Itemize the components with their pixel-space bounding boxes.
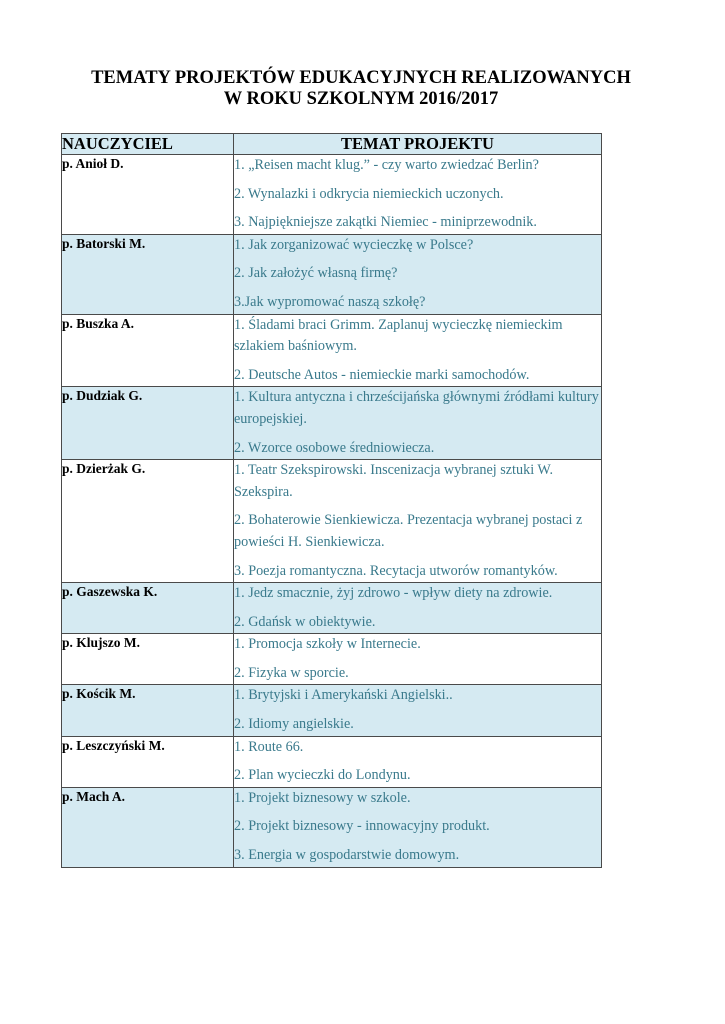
- project-topic: 1. Projekt biznesowy w szkole.: [234, 789, 411, 806]
- table-row: [62, 314, 602, 387]
- table-row: [62, 387, 602, 460]
- project-topics-cell: [234, 387, 602, 460]
- teacher-name: p. Leszczyński M.: [62, 736, 234, 787]
- project-topic: 2. Idiomy angielskie.: [234, 716, 354, 733]
- table-row: [62, 736, 602, 787]
- teacher-name: p. Batorski M.: [62, 234, 234, 314]
- project-topic: 1. Jedz smacznie, żyj zdrowo - wpływ diety na zdrowie.: [234, 585, 553, 602]
- teacher-name: p. Buszka A.: [62, 314, 234, 387]
- topic-column-header: TEMAT PROJEKTU: [234, 134, 602, 155]
- table-row: [62, 583, 602, 634]
- project-topic: 1. Route 66.: [234, 738, 304, 755]
- project-topic: 3. Poezja romantyczna. Recytacja utworów romantyków.: [234, 562, 558, 579]
- project-topics-cell: [234, 583, 602, 634]
- teacher-name: p. Dudziak G.: [62, 387, 234, 460]
- table-row: [62, 155, 602, 235]
- project-topic: 3. Najpiękniejsze zakątki Niemiec - miniprzewodnik.: [234, 214, 537, 231]
- project-topic: 2. Jak założyć własną firmę?: [234, 265, 398, 282]
- project-topic: 2. Plan wycieczki do Londynu.: [234, 767, 411, 784]
- project-topics-cell: [234, 634, 602, 685]
- page-title: [60, 68, 662, 110]
- project-topic: 1. Jak zorganizować wycieczkę w Polsce?: [234, 236, 474, 253]
- table-body: [62, 155, 602, 868]
- project-topic: 3.Jak wypromować naszą szkołę?: [234, 293, 426, 310]
- project-topic: 1. Brytyjski i Amerykański Angielski..: [234, 687, 453, 704]
- teacher-name: p. Anioł D.: [62, 155, 234, 235]
- table-header-row: [62, 134, 602, 155]
- project-topics-cell: [234, 736, 602, 787]
- teacher-name: p. Kościk M.: [62, 685, 234, 736]
- project-topic: 1. Promocja szkoły w Internecie.: [234, 636, 421, 653]
- project-topic: 2. Bohaterowie Sienkiewicza. Prezentacja wybranej postaci z powieści H. Sienkiewicza.: [234, 512, 583, 550]
- teacher-name: p. Gaszewska K.: [62, 583, 234, 634]
- project-topics-cell: [234, 314, 602, 387]
- project-topic: 2. Projekt biznesowy - innowacyjny produkt.: [234, 818, 490, 835]
- project-topic: 2. Wzorce osobowe średniowiecza.: [234, 439, 435, 456]
- project-topic: 3. Energia w gospodarstwie domowym.: [234, 847, 460, 864]
- teacher-name: p. Dzierżak G.: [62, 460, 234, 583]
- project-topic: 2. Fizyka w sporcie.: [234, 664, 349, 681]
- project-topics-cell: [234, 685, 602, 736]
- project-topic: 1. Teatr Szekspirowski. Inscenizacja wybranej sztuki W. Szekspira.: [234, 462, 554, 500]
- project-topics-cell: [234, 460, 602, 583]
- teacher-name: p. Klujszo M.: [62, 634, 234, 685]
- project-topic: 1. Śladami braci Grimm. Zaplanuj wycieczkę niemieckim szlakiem baśniowym.: [234, 316, 563, 355]
- table-row: [62, 234, 602, 314]
- page-title-line-1: TEMATY PROJEKTÓW EDUKACYJNYCH REALIZOWANYCH: [91, 68, 631, 88]
- project-topic: 2. Wynalazki i odkrycia niemieckich uczonych.: [234, 185, 504, 202]
- teacher-column-header: NAUCZYCIEL: [62, 134, 234, 155]
- teacher-name: p. Mach A.: [62, 787, 234, 867]
- project-topic: 1. Kultura antyczna i chrześcijańska głównymi źródłami kultury europejskiej.: [234, 389, 599, 427]
- project-topic: 1. „Reisen macht klug.” - czy warto zwiedzać Berlin?: [234, 157, 539, 173]
- project-topics-cell: [234, 155, 602, 235]
- project-topics-cell: [234, 787, 602, 867]
- projects-table: [61, 133, 602, 868]
- project-topic: 2. Gdańsk w obiektywie.: [234, 613, 376, 630]
- project-topics-cell: [234, 234, 602, 314]
- table-row: [62, 685, 602, 736]
- table-row: [62, 460, 602, 583]
- project-topic: 2. Deutsche Autos - niemieckie marki samochodów.: [234, 366, 530, 383]
- page-title-line-2: W ROKU SZKOLNYM 2016/2017: [223, 89, 499, 109]
- table-row: [62, 787, 602, 867]
- table-row: [62, 634, 602, 685]
